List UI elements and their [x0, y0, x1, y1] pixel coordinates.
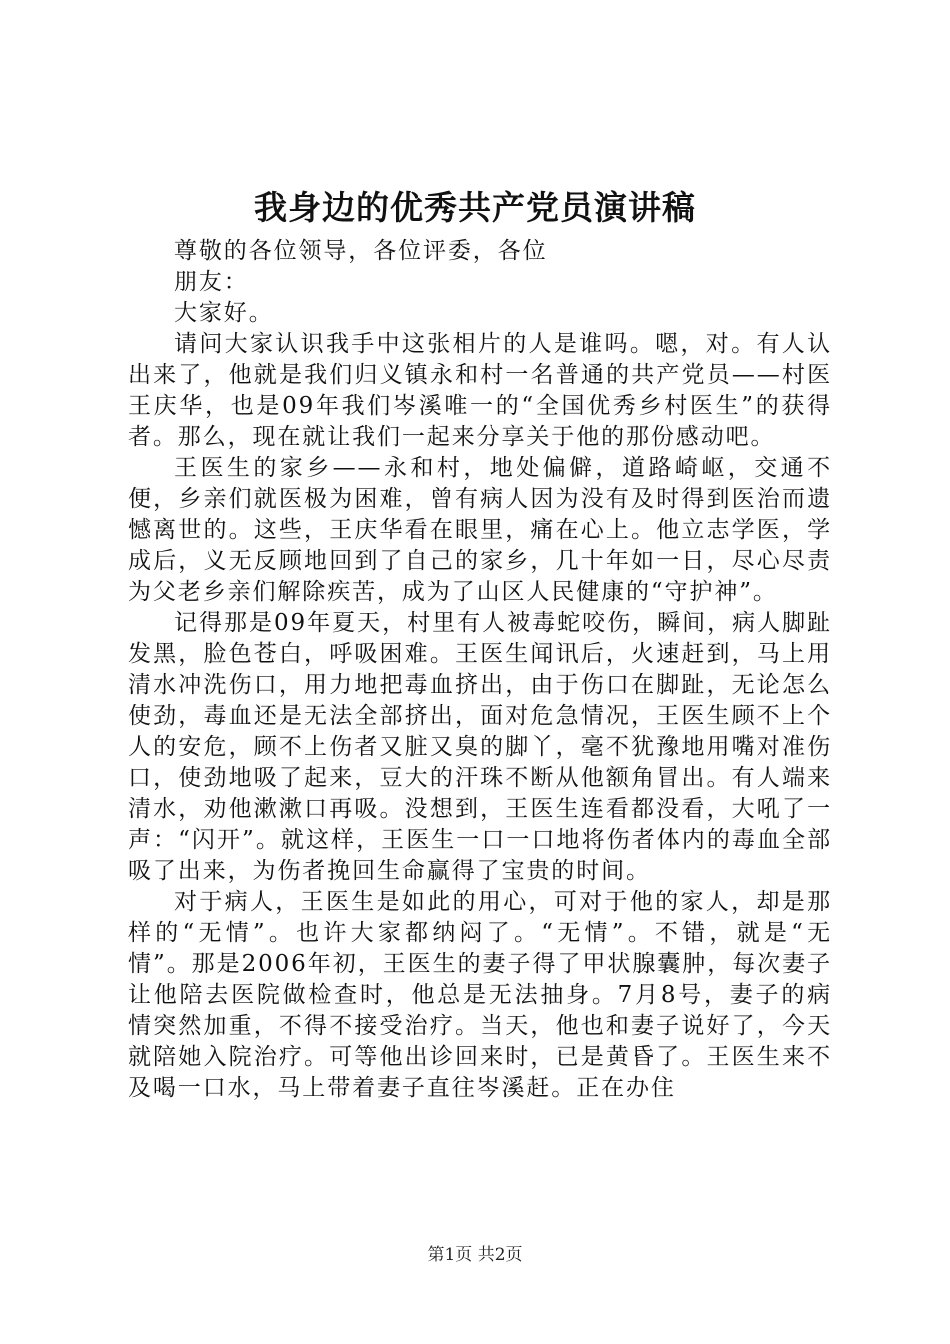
- greeting: 大家好。: [174, 300, 274, 326]
- paragraph-2: 王医生的家乡——永和村，地处偏僻，道路崎岖，交通不便，乡亲们就医极为困难，曾有病人因为没有及时得到医治而遗憾离世的。这些，王庆华看在眼里，痛在心上。他立志学医，学成后，义无反顾地回到了自己的家乡，几十年如一日，尽心尽责为父老乡亲们解除疾苦，成为了山区人民健康的“守护神”。: [128, 455, 832, 605]
- paragraph-3: 记得那是09年夏天，村里有人被毒蛇咬伤，瞬间，病人脚趾发黑，脸色苍白，呼吸困难。王医生闻讯后，火速赶到，马上用清水冲洗伤口，用力地把毒血挤出，由于伤口在脚趾，无论怎么使劲，毒血还是无法全部挤出，面对危急情况，王医生顾不上个人的安危，顾不上伤者又脏又臭的脚丫，毫不犹豫地用嘴对准伤口，使劲地吸了起来，豆大的汗珠不断从他额角冒出。有人端来清水，劝他漱漱口再吸。没想到，王医生连看都没看，大吼了一声：“闪开”。就这样，王医生一口一口地将伤者体内的毒血全部吸了出来，为伤者挽回生命赢得了宝贵的时间。: [128, 610, 832, 884]
- document-title: 我身边的优秀共产党员演讲稿: [254, 188, 696, 227]
- paragraph-1: 请问大家认识我手中这张相片的人是谁吗。嗯，对。有人认出来了，他就是我们归义镇永和村一名普通的共产党员——村医王庆华，也是09年我们岑溪唯一的“全国优秀乡村医生”的获得者。那么，现在就让我们一起来分享关于他的那份感动吧。: [128, 331, 832, 450]
- salutation-line-2: 朋友：: [174, 269, 249, 295]
- paragraph-4: 对于病人，王医生是如此的用心，可对于他的家人，却是那样的“无情”。也许大家都纳闷了。“无情”。不错，就是“无情”。那是2006年初，王医生的妻子得了甲状腺囊肿，每次妻子让他陪去医院做检查时，他总是无法抽身。7月8号，妻子的病情突然加重，不得不接受治疗。当天，他也和妻子说好了，今天就陪她入院治疗。可等他出诊回来时，已是黄昏了。王医生来不及喝一口水，马上带着妻子直往岑溪赶。正在办住: [128, 889, 832, 1101]
- document-body: [128, 236, 832, 1104]
- salutation-line-1: 尊敬的各位领导，各位评委，各位: [174, 238, 548, 264]
- page-footer: 第1页 共2页: [427, 1245, 523, 1265]
